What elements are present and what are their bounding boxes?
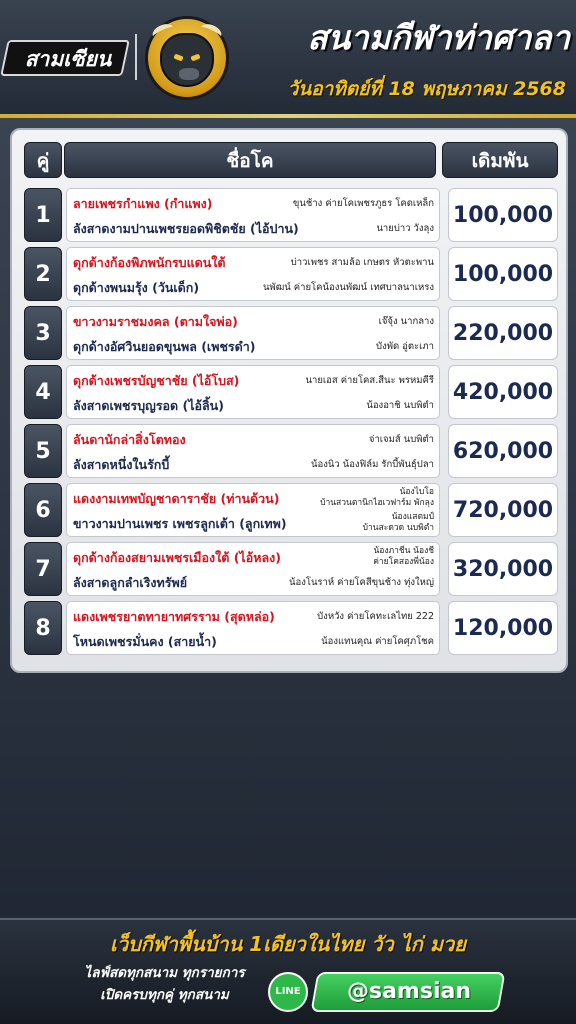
red-fighter-name: ดุกด้างก้องพิภพนักรบแดนใต้ xyxy=(73,255,226,270)
column-header-pair: คู่ xyxy=(24,142,62,178)
blue-fighter-name: ขาวงามปานเพชร เพชรลูกเต้า (ลูกเทพ) xyxy=(73,516,287,531)
red-fighter-camp xyxy=(373,546,434,568)
brand-name: สามเซียน xyxy=(24,47,112,71)
blue-fighter-camp xyxy=(363,512,434,534)
pair-number: 4 xyxy=(24,365,62,419)
blue-fighter-name: ดุกด้างพนมรุ้ง (วันเด็ก) xyxy=(73,280,200,295)
bull-nose xyxy=(179,68,199,80)
blue-fighter-camp: บังพัด อู่ตะเภา xyxy=(376,341,434,352)
blue-fighter-camp-line2: บ้านสะดวด นบพิตำ xyxy=(362,523,434,533)
event-date: วันอาทิตย์ที่ 18 พฤษภาคม 2568 xyxy=(287,78,566,100)
bet-amount: 100,000 xyxy=(448,247,558,301)
pair-number: 6 xyxy=(24,483,62,537)
pair-names xyxy=(66,601,440,655)
pair-number: 1 xyxy=(24,188,62,242)
pair-names xyxy=(66,188,440,242)
header xyxy=(0,0,576,118)
table-row xyxy=(12,306,570,360)
pair-number: 2 xyxy=(24,247,62,301)
bull-horn-right xyxy=(198,21,224,43)
red-fighter-name: ลันดานักล่าสิ่งโตทอง xyxy=(73,432,186,447)
bull-horn-left xyxy=(150,21,176,43)
table-row xyxy=(12,188,570,242)
red-fighter-name: ขาวงามราชมงคล (ตามใจพ่อ) xyxy=(73,314,238,329)
matchup-table xyxy=(10,128,568,673)
footer-subtext-pairs: เปิดครบทุกคู่ ทุกสนาม xyxy=(100,987,229,1003)
footer xyxy=(0,918,576,1024)
table-row xyxy=(12,247,570,301)
red-fighter-camp: จ่าเจมส์ นบพิตำ xyxy=(368,434,434,445)
blue-fighter-camp-line1: น้องแสตมป์ xyxy=(391,512,434,522)
red-fighter-camp: ขุนช้าง ค่ายโคเพชรภูธร โคดเหล็ก xyxy=(292,198,434,209)
pair-names xyxy=(66,365,440,419)
bet-amount: 100,000 xyxy=(448,188,558,242)
pair-names xyxy=(66,542,440,596)
footer-slogan: เว็บกีฬาพื้นบ้าน 1เดียวในไทย วัว ไก่ มวย xyxy=(110,932,466,956)
red-fighter-name: แดงเพชรยาตทายาทศรราม (สุดหล่อ) xyxy=(73,609,275,624)
pair-names xyxy=(66,483,440,537)
column-header-bet: เดิมพัน xyxy=(442,142,558,178)
blue-fighter-camp: น้องอาชิ นบพิตำ xyxy=(366,400,434,411)
pair-names xyxy=(66,306,440,360)
blue-fighter-camp: น้องแทนคุณ ค่ายโคศุภโชค xyxy=(321,636,434,647)
pair-number: 3 xyxy=(24,306,62,360)
red-fighter-camp-line1: น้องภาชีน น้องชี xyxy=(373,546,434,556)
bet-amount: 620,000 xyxy=(448,424,558,478)
blue-fighter-camp: นพัฒน์ ค่ายโคน้องนพัฒน์ เทศบาลนาเหรง xyxy=(262,282,434,293)
blue-fighter-name: ลังสาดหนึ่งในรักบี้ xyxy=(73,457,170,472)
line-handle-text[interactable]: @samsian xyxy=(346,979,471,1004)
red-fighter-name: ลายเพชรกำแพง (กำแพง) xyxy=(73,196,213,211)
bull-eye-right xyxy=(190,54,200,62)
pair-names xyxy=(66,247,440,301)
blue-fighter-name: ลังสาดเพชรบุญรอด (ไอ้ลิ้น) xyxy=(73,398,224,413)
table-row xyxy=(12,424,570,478)
footer-subtext-live: ไลฟ์สดทุกสนาม ทุกรายการ xyxy=(84,965,245,981)
table-row xyxy=(12,483,570,537)
blue-fighter-name: ลังสาดงามปานเพชรยอดพิชิตชัย (ไอ้ปาน) xyxy=(73,221,299,236)
pair-number: 8 xyxy=(24,601,62,655)
brand-divider xyxy=(135,34,137,80)
pair-number: 7 xyxy=(24,542,62,596)
line-app-icon[interactable] xyxy=(268,972,308,1012)
table-row xyxy=(12,601,570,655)
red-fighter-name: ดุกด้างเพชรบัญชาชัย (ไอ้โบส) xyxy=(73,373,240,388)
blue-fighter-name: โหนดเพชรมั่นคง (สายน้ำ) xyxy=(73,634,217,649)
bet-amount: 420,000 xyxy=(448,365,558,419)
table-row xyxy=(12,365,570,419)
stadium-title: สนามกีฬาท่าศาลา xyxy=(307,18,570,57)
blue-fighter-camp: น้องโนราห์ ค่ายโคสีขุนช้าง ทุ่งใหญ่ xyxy=(289,577,434,588)
red-fighter-name: ดุกด้างก้องสยามเพชรเมืองใต้ (ไอ้หลง) xyxy=(73,550,281,565)
pair-number: 5 xyxy=(24,424,62,478)
table-row xyxy=(12,542,570,596)
line-icon-label: LINE xyxy=(275,986,301,997)
blue-fighter-name: ดุกด้างอัศวินยอดขุนพล (เพชรดำ) xyxy=(73,339,256,354)
red-fighter-camp: เจ๊จุ้ง นากลาง xyxy=(378,316,434,327)
bet-amount: 720,000 xyxy=(448,483,558,537)
red-fighter-camp-line2: บ้านสวนตานิกไฮเวฟาร์ม พักลุง xyxy=(320,498,434,508)
red-fighter-camp-line1: น้องไบโอ xyxy=(399,487,434,497)
bet-amount: 220,000 xyxy=(448,306,558,360)
blue-fighter-name: ลังสาดลูกลำเริงทรัพย์ xyxy=(73,575,188,590)
bull-eye-left xyxy=(173,54,183,62)
bull-head-icon xyxy=(145,16,229,100)
bull-face xyxy=(160,33,214,87)
bet-amount: 120,000 xyxy=(448,601,558,655)
red-fighter-camp xyxy=(320,487,434,509)
red-fighter-camp: นายเอส ค่ายโคส.สีนะ พรหมคีรี xyxy=(305,375,434,386)
red-fighter-name: แดงงามเทพบัญชาดาราชัย (ท่านด้วน) xyxy=(73,491,280,506)
red-fighter-camp: บ่าวเพชร สามล้อ เกษตร หัวตะพาน xyxy=(290,257,434,268)
bet-amount: 320,000 xyxy=(448,542,558,596)
blue-fighter-camp: นายบ่าว วังลุง xyxy=(376,223,434,234)
pair-names xyxy=(66,424,440,478)
blue-fighter-camp: น้องนิว น้องฟิล์ม รักบี้พันธุ์ปลา xyxy=(311,459,434,470)
column-header-name: ชื่อโค xyxy=(64,142,436,178)
red-fighter-camp: บังหวัง ค่ายโคทะเลไทย 222 xyxy=(317,611,434,622)
red-fighter-camp-line2: ค่ายโคสองพี่น้อง xyxy=(373,557,434,567)
